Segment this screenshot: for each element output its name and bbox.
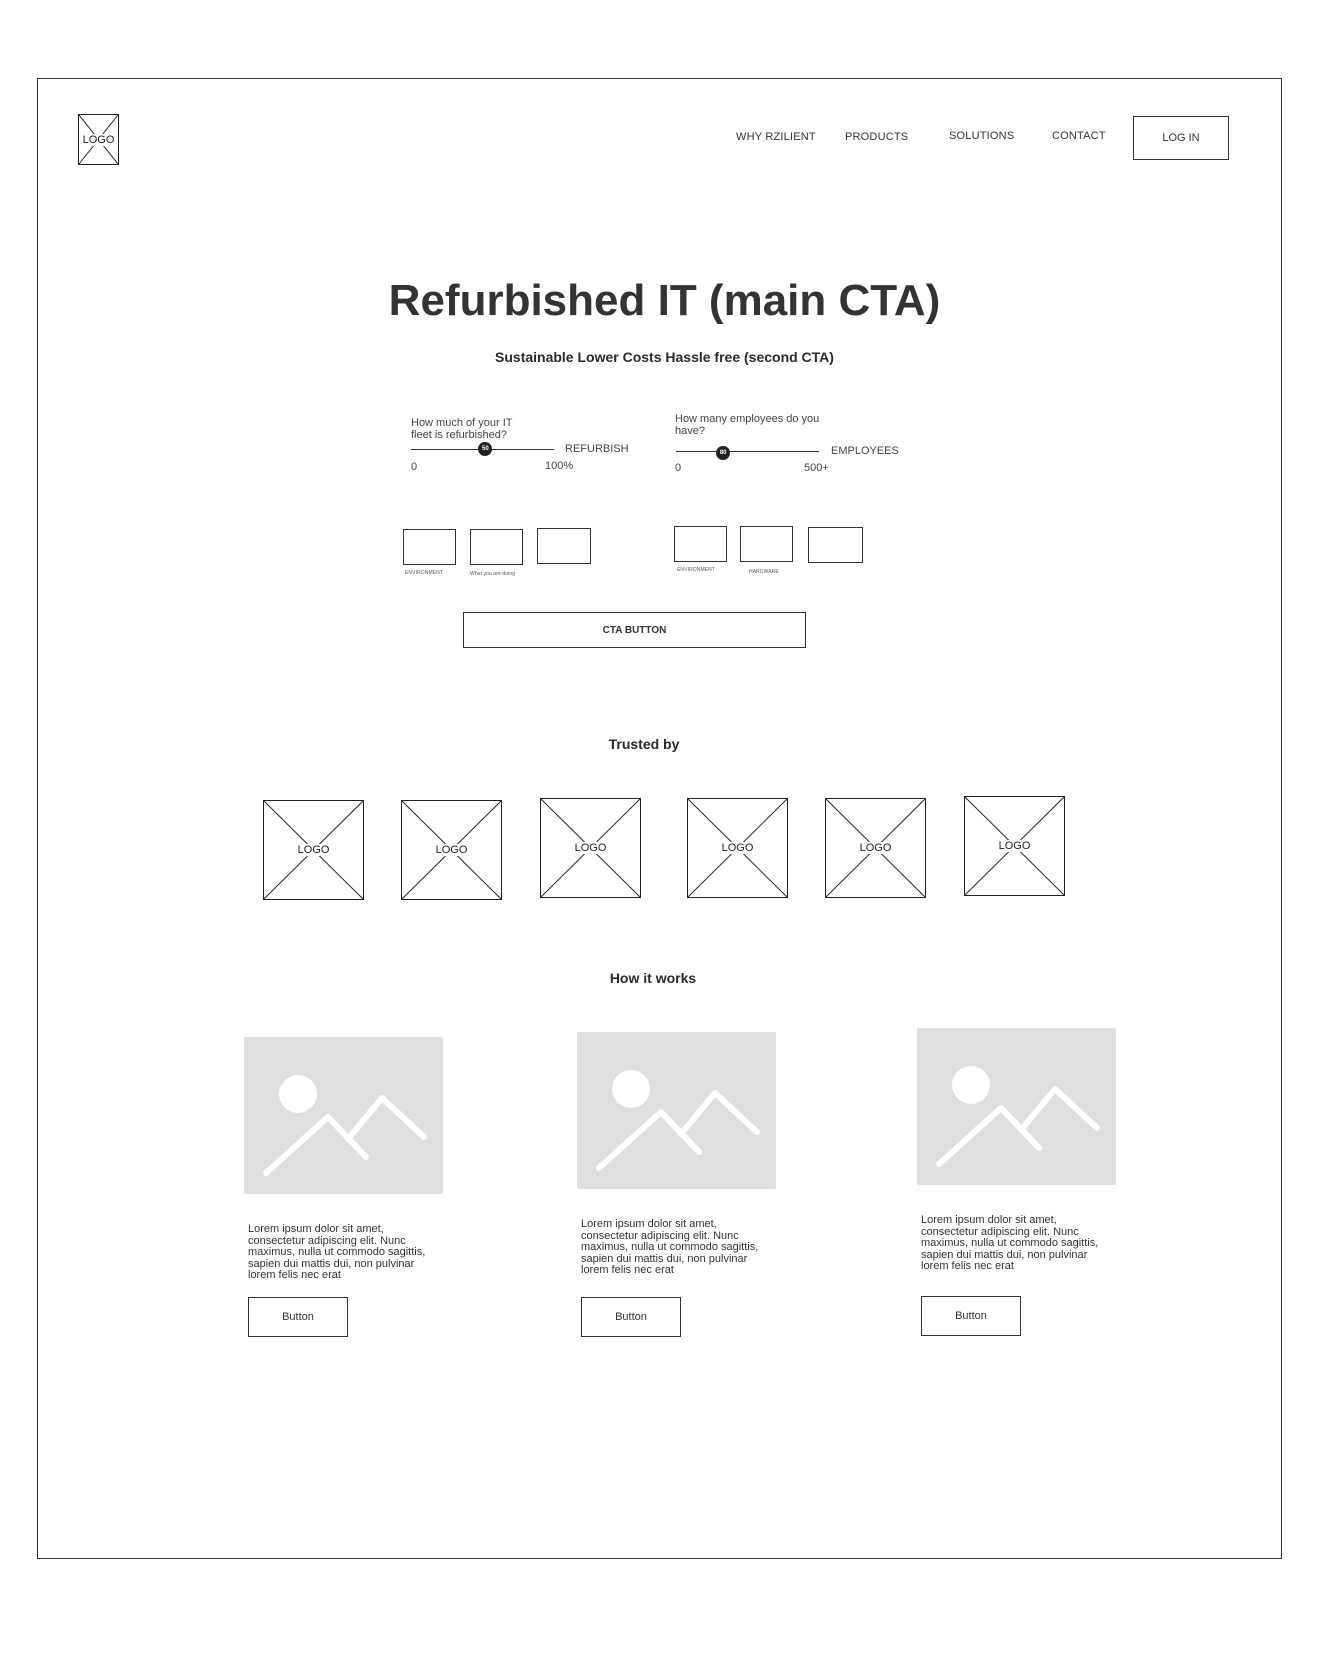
trusted-heading: Trusted by [608, 736, 680, 752]
card-button[interactable]: Button [581, 1297, 681, 1337]
slider-value-employees: 80 [719, 450, 727, 456]
partner-logo-text: LOGO [859, 842, 892, 854]
nav-why-rzilient[interactable]: WHY RZILIENT [736, 131, 816, 143]
partner-logo [825, 798, 926, 898]
image-placeholder-icon [917, 1028, 1116, 1185]
option-box-what-you-are-doing[interactable] [470, 529, 523, 565]
card-description: Lorem ipsum dolor sit amet, consectetur adipiscing elit. Nunc maximus, nulla ut commodo sagittis, sapien dui mattis dui, non pulvinar lorem felis nec erat [921, 1214, 1099, 1273]
option-label-environment: ENVIRONMENT [405, 570, 444, 576]
partner-logo-text: LOGO [721, 842, 754, 854]
hero-title: Refurbished IT (main CTA) [388, 276, 941, 325]
option-box-hardware[interactable] [740, 526, 793, 562]
slider-question-employees: How many employees do you have? [675, 413, 820, 437]
partner-logo [263, 800, 364, 900]
slider-value-refurbished: 50 [482, 446, 489, 452]
option-label-environment-2: ENVIRONMENT [677, 567, 716, 573]
nav-solutions[interactable]: SOLUTIONS [949, 130, 1015, 142]
hero-subtitle: Sustainable Lower Costs Hassle free (second CTA) [495, 349, 834, 365]
image-placeholder-icon [244, 1037, 443, 1194]
slider-min-refurbished: 0 [411, 461, 418, 473]
partner-logo [964, 796, 1065, 896]
option-box-environment[interactable] [403, 529, 456, 565]
card-description: Lorem ipsum dolor sit amet, consectetur adipiscing elit. Nunc maximus, nulla ut commodo sagittis, sapien dui mattis dui, non pulvinar lorem felis nec erat [581, 1218, 759, 1277]
option-box-3[interactable] [537, 528, 591, 564]
image-placeholder-icon [577, 1032, 776, 1189]
option-box-environment-2[interactable] [674, 526, 727, 562]
card-description: Lorem ipsum dolor sit amet, consectetur adipiscing elit. Nunc maximus, nulla ut commodo sagittis, sapien dui mattis dui, non pulvinar lorem felis nec erat [248, 1223, 426, 1282]
slider-min-employees: 0 [675, 462, 682, 474]
partner-logo [540, 798, 641, 898]
partner-logo-text: LOGO [998, 840, 1031, 852]
partner-logo [687, 798, 788, 898]
slider-unit-refurbish: REFURBISH [565, 443, 629, 455]
partner-logo-text: LOGO [297, 844, 330, 856]
how-heading: How it works [609, 970, 697, 986]
option-label-hardware: HARDWARE [749, 569, 779, 575]
card-button[interactable]: Button [921, 1296, 1021, 1336]
slider-max-employees: 500+ [804, 462, 829, 474]
option-box-6[interactable] [808, 527, 863, 563]
partner-logo-text: LOGO [574, 842, 607, 854]
header-logo[interactable] [78, 114, 119, 165]
cta-button[interactable]: CTA BUTTON [463, 612, 806, 648]
nav-contact[interactable]: CONTACT [1052, 130, 1106, 142]
slider-unit-employees: EMPLOYEES [831, 445, 899, 457]
slider-track-employees[interactable] [676, 451, 819, 452]
logo-text: LOGO [82, 133, 115, 146]
partner-logo-text: LOGO [435, 844, 468, 856]
card-button[interactable]: Button [248, 1297, 348, 1337]
nav-products[interactable]: PRODUCTS [845, 131, 909, 143]
slider-question-refurbished: How much of your IT fleet is refurbished? [411, 417, 513, 441]
partner-logo [401, 800, 502, 900]
option-label-what-you-are-doing: What you are doing [470, 571, 516, 577]
slider-max-refurbished: 100% [545, 460, 574, 472]
login-button[interactable]: LOG IN [1133, 116, 1229, 160]
